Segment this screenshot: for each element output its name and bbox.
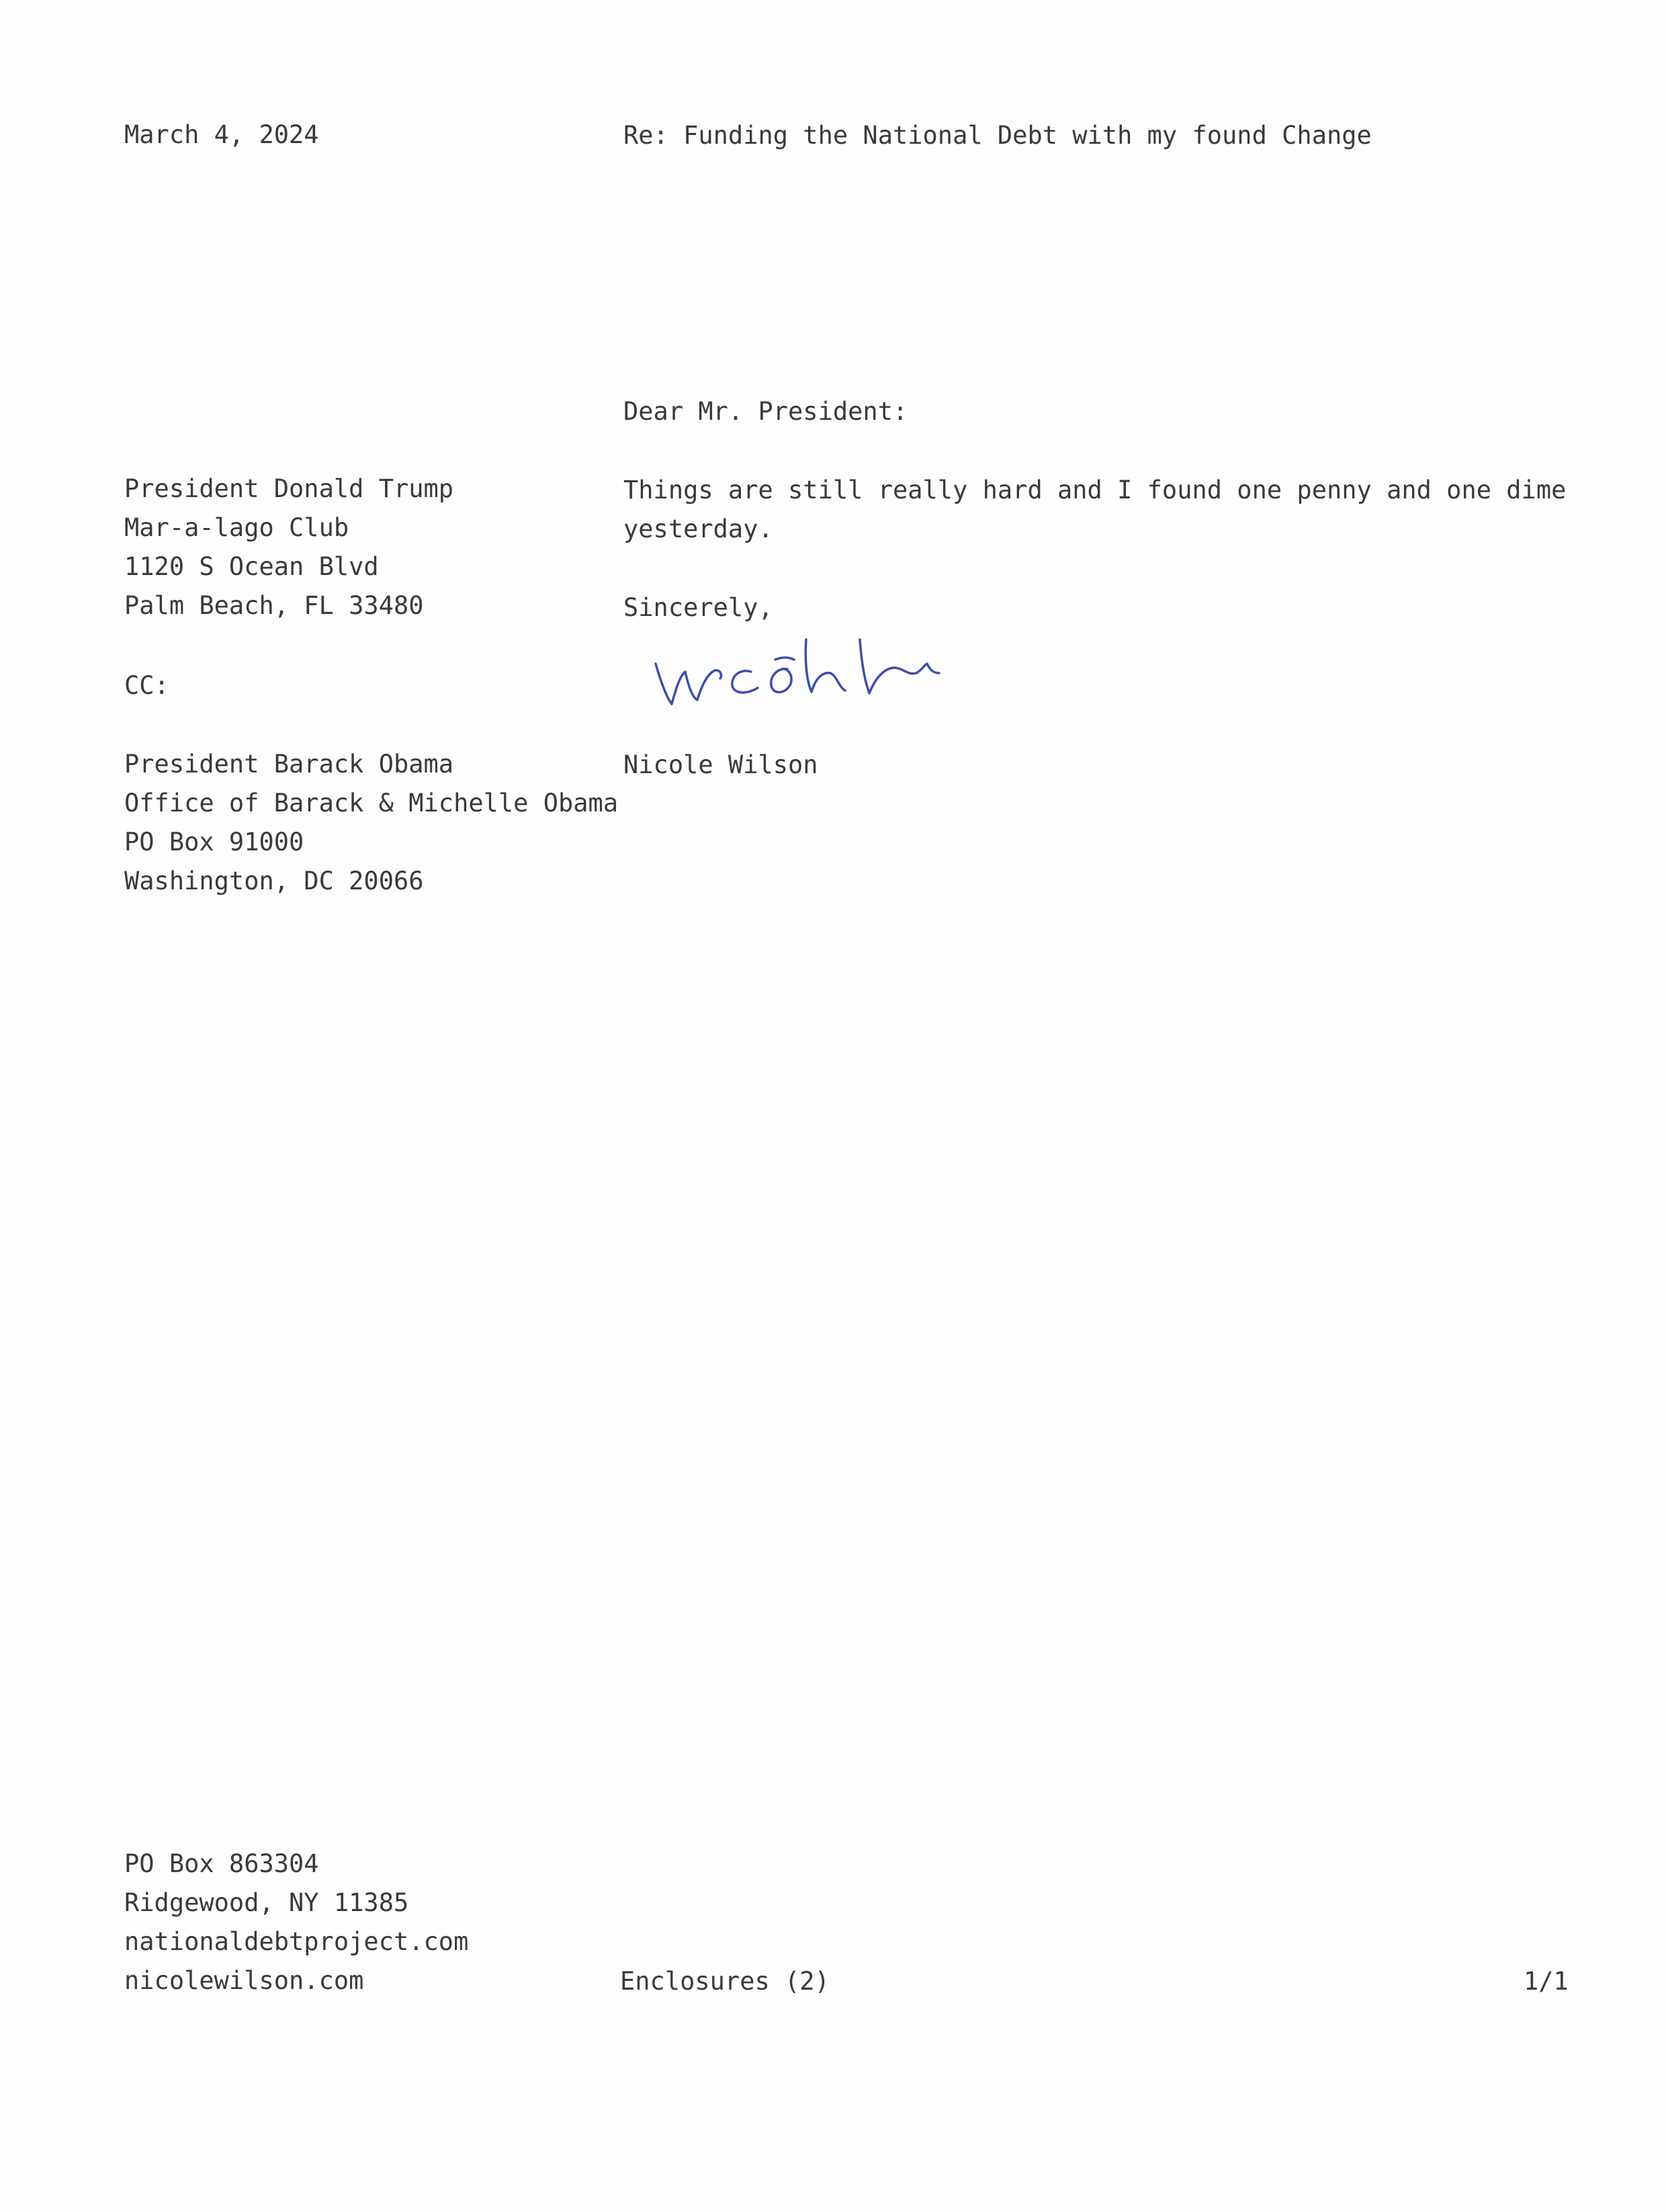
recipient-line: President Donald Trump — [124, 474, 454, 503]
body-line: yesterday. — [623, 515, 773, 543]
page-number: 1/1 — [1524, 1967, 1569, 1996]
sender-line: PO Box 863304 — [124, 1849, 319, 1878]
sender-address — [124, 1845, 468, 2000]
body-line: Things are still really hard and I found one penny and one dime — [623, 476, 1567, 504]
closing: Sincerely, — [623, 593, 773, 622]
letter-date: March 4, 2024 — [124, 120, 319, 149]
cc-line: President Barack Obama — [124, 750, 454, 779]
recipient-address — [124, 470, 453, 625]
cc-line: Office of Barack & Michelle Obama — [124, 789, 619, 817]
recipient-line: 1120 S Ocean Blvd — [124, 552, 379, 581]
sender-line: Ridgewood, NY 11385 — [124, 1888, 409, 1917]
recipient-line: Palm Beach, FL 33480 — [124, 591, 424, 620]
cc-line: PO Box 91000 — [124, 828, 304, 856]
cc-address — [124, 745, 618, 901]
cc-line: Washington, DC 20066 — [124, 867, 424, 895]
letter-subject: Re: Funding the National Debt with my found Change — [623, 121, 1372, 150]
cc-label: CC: — [124, 671, 169, 700]
sender-website-link[interactable]: nationaldebtproject.com — [124, 1927, 469, 1956]
salutation: Dear Mr. President: — [623, 397, 908, 426]
recipient-line: Mar-a-lago Club — [124, 513, 349, 542]
handwritten-signature-icon — [650, 631, 973, 719]
letter-body — [623, 471, 1566, 549]
enclosures-note: Enclosures (2) — [620, 1967, 830, 1996]
signer-name: Nicole Wilson — [623, 750, 818, 779]
sender-website-link[interactable]: nicolewilson.com — [124, 1966, 364, 1995]
